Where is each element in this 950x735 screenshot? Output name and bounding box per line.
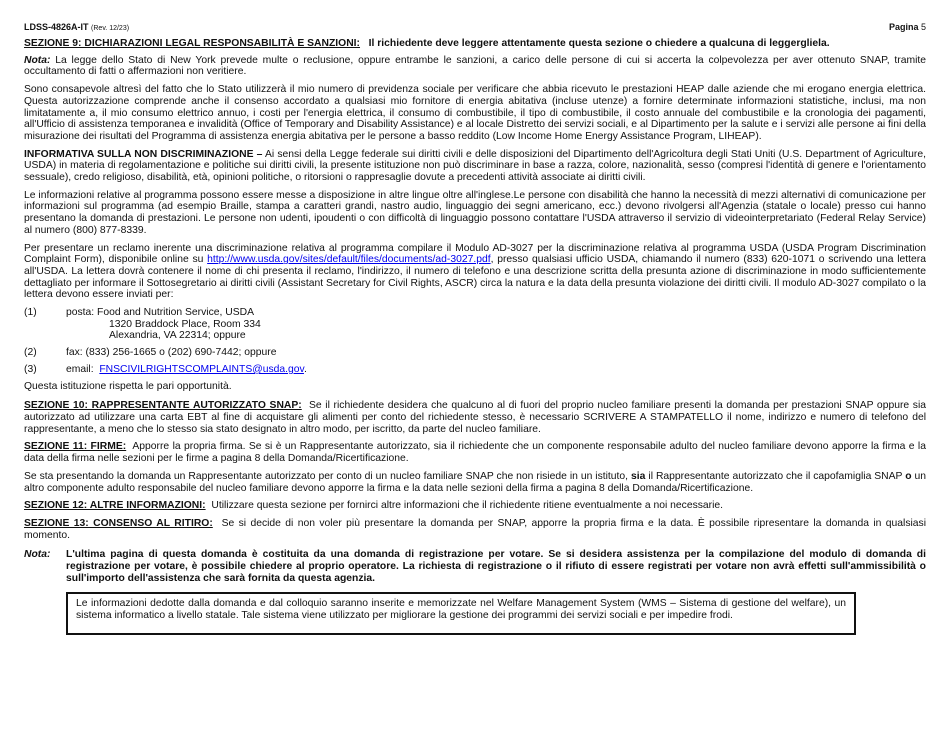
wms-info-text: Le informazioni dedotte dalla domanda e dal colloquio saranno inserite e memorizzate nel Welfare Management System (WMS – Sistema di gestione del welfare), un sistema informatico a livello statale. Tale sistema viene utilizzato per migliorare la gestione dei programmi dei servizi sociali e per impedire frodi. (76, 598, 846, 622)
list-number: (2) (24, 347, 37, 359)
email-label: email: (66, 363, 94, 375)
fax-numbers: fax: (833) 256-1665 o (202) 690-7442; oppure (66, 347, 277, 359)
mail-line-3: Alexandria, VA 22314; oppure (109, 330, 246, 342)
complaint-paragraph (24, 243, 926, 302)
section-13-text: Se si decide di non voler più presentare la domanda per SNAP, apporre la propria firma e la data. È possibile ripresentare la domanda in qualsiasi momento. (24, 517, 927, 541)
email-suffix: . (303, 363, 307, 375)
section-11-representative (24, 471, 926, 494)
list-item-fax (24, 347, 926, 359)
civil-rights-email-link[interactable]: FNSCIVILRIGHTSCOMPLAINTS@usda.gov (99, 363, 304, 375)
rep-o: o (905, 470, 912, 482)
section-11-title: SEZIONE 11: FIRME: (24, 441, 127, 453)
rep-text-b: il Rappresentante autorizzato che il capofamiglia SNAP (648, 470, 903, 482)
form-identifier (24, 22, 129, 34)
form-id: LDSS-4826A-IT (24, 22, 89, 32)
list-item-email (24, 364, 926, 376)
section-13 (24, 518, 926, 541)
section-9-instruction: Il richiedente deve leggere attentamente questa sezione o chiedere a qualcuna di leggergliela. (368, 38, 830, 49)
section-10 (24, 400, 926, 435)
page-number (889, 22, 926, 33)
complaint-text-2: , presso qualsiasi ufficio USDA, chiamando il numero (833) 620-1071 o scrivendo una lettera all'USDA. La lettera dovrà contenere il nome di chi presenta il reclamo, l'indirizzo, il numero di telefono e una descrizione scritta della presunta azione di discriminazione in modo sufficientemente dettagliato per informare il Sottosegretario ai diritti civili (Assistant Secretary for Civil Rights, ASCR) circa la natura e la data della presunta violazione dei diritti civili. Il modulo AD-3027 compilato o la lettera devono essere inviati per: (24, 254, 926, 301)
ad-3027-link[interactable]: http://www.usda.gov/sites/default/files/documents/ad-3027.pdf (207, 254, 491, 266)
page-header (24, 22, 926, 34)
mail-line-2: 1320 Braddock Place, Room 334 (109, 318, 261, 330)
section-11 (24, 441, 926, 464)
section-9-heading (24, 38, 926, 50)
equal-opportunity-statement: Questa istituzione rispetta le pari opportunità. (24, 380, 232, 392)
form-revision: (Rev. 12/23) (91, 25, 130, 32)
voter-registration-note (24, 549, 926, 584)
complaint-text-1: Per presentare un reclamo inerente una discriminazione relativa al programma compilare il Modulo AD-3027 per la discriminazione relativa al programma USDA (USDA Program Discrimination Complaint Form), disponibile online su (24, 242, 926, 266)
final-note-text: L'ultima pagina di questa domanda è costituita da una domanda di registrazione per votare. Se si desidera assistenza per la compilazione del modulo di domanda di registrazione per votare, è possibile chiedere al proprio operatore. La richiesta di registrazione o il rifiuto di essere registrati per votare non avrà effetti sull'ammissibilità o sull'importo dell'assistenza che sarà fornita da questa agenzia. (66, 549, 926, 584)
list-number: (1) (24, 307, 37, 319)
mail-address (66, 307, 926, 342)
rep-sia: sia (631, 470, 646, 482)
rep-text-c: un altro componente adulto responsabile del nucleo familiare devono apporre la firma e la data nelle sezioni della firma a pagina 8 della Domanda/Ricertificazione. (24, 470, 927, 494)
section-12-text: Utilizzare questa sezione per fornirci altre informazioni che il richiedente ritiene eventualmente a noi necessarie. (211, 500, 724, 512)
section-10-text: Se il richiedente desidera che qualcuno al di fuori del proprio nucleo familiare presenti la domanda per prestazioni SNAP oppure sia autorizzato ad utilizzare una carta EBT al fine di acquistare gli alimenti per conto del richiedente stesso, è necessario SCRIVERE A STAMPATELLO il nome, indirizzo e numero di telefono del rappresentante, a meno che lo stesso sia stato designato in altro modo, per iscritto, da parte del nucleo familiare. (24, 400, 926, 435)
email-line (66, 364, 926, 376)
nondiscrimination-title: INFORMATIVA SULLA NON DISCRIMINAZIONE – (24, 148, 263, 160)
nondiscrimination-paragraph (24, 149, 926, 184)
list-item-mail (24, 307, 926, 342)
section-12 (24, 500, 926, 512)
mail-line-1: posta: Food and Nutrition Service, USDA (66, 307, 255, 319)
nondiscrimination-text: Ai sensi della Legge federale sui diritti civili e delle disposizioni del Dipartimento dell'Agricoltura degli Stati Uniti (U.S. Department of Agriculture, USDA) in materia di regolamentazione e politiche sui diritti civili, la presente istituzione non può discriminare in base a razza, colore, nazionalità, sesso (compresi l'identità di genere e l'orientamento sessuale), credo religioso, disabilità, età, opinioni politiche, o ritorsioni o rappresaglie dovute a precedenti attività associate ai diritti civili. (24, 148, 927, 184)
final-note-label: Nota: (24, 549, 51, 561)
section-10-title: SEZIONE 10: RAPPRESENTANTE AUTORIZZATO SNAP: (24, 400, 302, 412)
section-11-text: Apporre la propria firma. Se si è un Rappresentante autorizzato, sia il richiedente che un componente responsabile adulto del nucleo familiare devono apporre la firma e la data della firma nelle sezioni per le firme a pagina 8 della Domanda/Ricertificazione. (24, 441, 926, 465)
nota-label: Nota: (24, 54, 51, 66)
nota-text: La legge dello Stato di New York prevede multe o reclusione, oppure entrambe le sanzioni, a carico delle persone di cui si accerta la colpevolezza per aver ottenuto SNAP, tramite occultamento di fatti o affermazioni non veritiere. (24, 54, 926, 78)
section-13-title: SEZIONE 13: CONSENSO AL RITIRO: (24, 517, 213, 529)
languages-paragraph: Le informazioni relative al programma possono essere messe a disposizione in altre lingue oltre all'inglese.Le persone con disabilità che hanno la necessità di mezzi alternativi di comunicazione per informazioni sul programma (ad esempio Braille, stampa a caratteri grandi, nastro audio, linguaggio dei segni americano, ecc.) devono rivolgersi all'Agenzia (statale o locale) presso cui hanno presentano la domanda di prestazioni. Le persone non udenti, ipoudenti o con difficoltà di linguaggio possono contattare l'USDA attraverso il servizio di videointerpretariato (Federal Relay Service) al numero (800) 877-8339. (24, 189, 926, 236)
heap-paragraph: Sono consapevole altresì del fatto che lo Stato utilizzerà il mio numero di previdenza sociale per verificare che abbia ricevuto le prestazioni HEAP dalle aziende che mi erogano energia elettrica. Questa autorizzazione comprende anche il consenso accordato a qualsiasi mio fornitore di energia abitativa (incluse utenze) a fornire determinate informazioni statistiche, inclusi, ma non limitatamente a, il mio consumo elettrico annuo, i costi per l'energia elettrica, il consumo di combustibile, il tipo di combustibile, il costo annuale del combustibile e la cronologia dei pagamenti, all'Ufficio di assistenza temporanea e invalidità (Office of Temporary and Disability Assistance) e al locale Distretto dei servizi sociali, e al Dipartimento per la salute e i servizi alle persone ai fini della misurazione dei risultati del Programma di assistenza energia abitativa per le persone a basso reddito (Low Income Home Energy Assistance Program, LIHEAP). (24, 84, 926, 142)
document-page (24, 22, 926, 635)
section-12-title: SEZIONE 12: ALTRE INFORMAZIONI: (24, 500, 206, 512)
page-number-value: 5 (920, 22, 926, 32)
wms-info-box (66, 592, 856, 634)
list-number: (3) (24, 363, 37, 375)
section-9-title: SEZIONE 9: DICHIARAZIONI LEGAL RESPONSABILITÀ E SANZIONI: (24, 38, 361, 49)
section-9-nota (24, 55, 926, 78)
rep-text-a: Se sta presentando la domanda un Rappresentante autorizzato per conto di un nucleo familiare SNAP che non risiede in un istituto, (24, 470, 629, 482)
page-label: Pagina (888, 22, 919, 32)
